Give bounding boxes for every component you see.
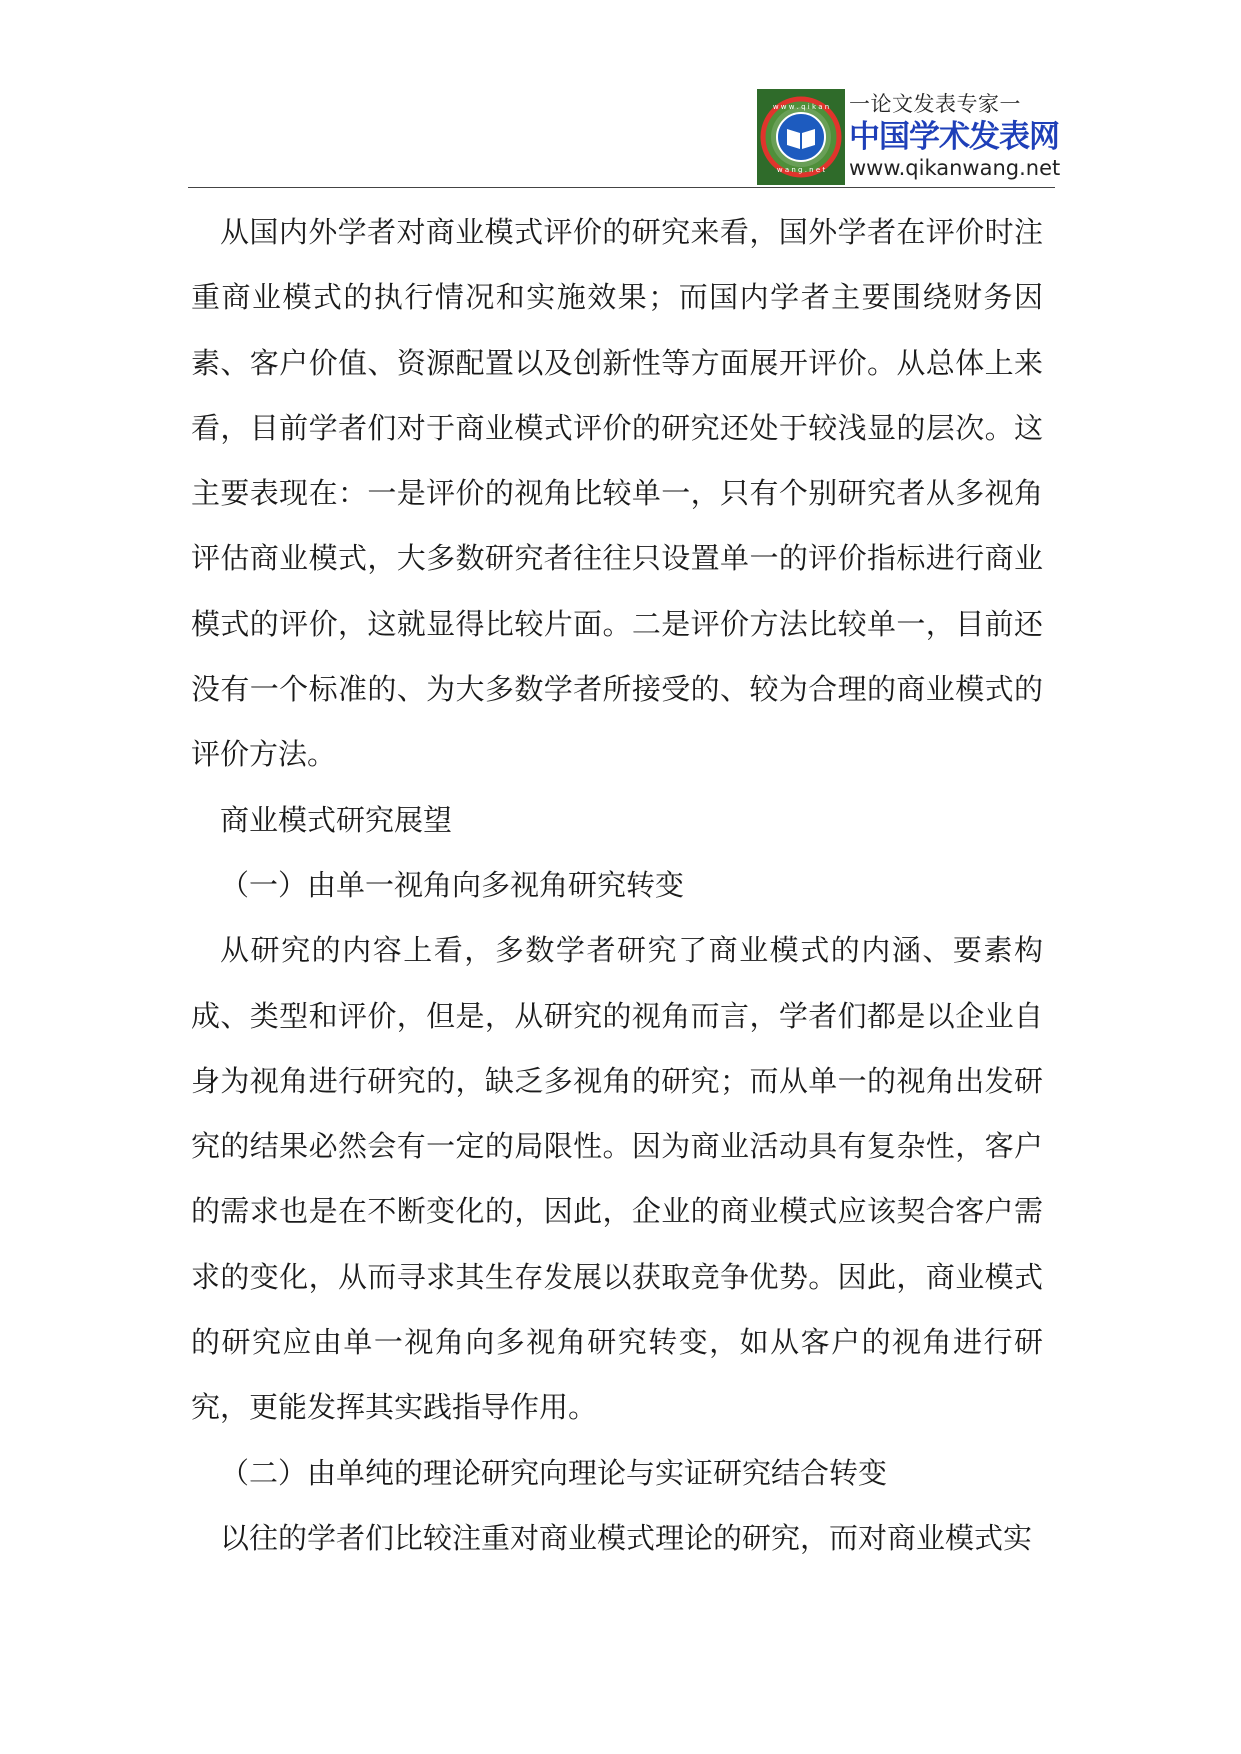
document-body: [191, 200, 1043, 1571]
emblem-icon: [757, 89, 845, 185]
paragraph-evaluation-summary: 从国内外学者对商业模式评价的研究来看，国外学者在评价时注重商业模式的执行情况和实施效果；而国内学者主要围绕财务因素、客户价值、资源配置以及创新性等方面展开评价。从总体上来看，目前学者们对于商业模式评价的研究还处于较浅显的层次。这主要表现在：一是评价的视角比较单一，只有个别研究者从多视角评估商业模式，大多数研究者往往只设置单一的评价指标进行商业模式的评价，这就显得比较片面。二是评价方法比较单一，目前还没有一个标准的、为大多数学者所接受的、较为合理的商业模式的评价方法。: [191, 215, 1043, 772]
subsection-title-2: （二）由单纯的理论研究向理论与实证研究结合转变: [220, 1455, 888, 1490]
svg-text:w a n g . n e t: w a n g . n e t: [776, 166, 826, 174]
logo-title: 中国学术发表网: [849, 119, 1059, 155]
subsection-title-1: （一）由单一视角向多视角研究转变: [220, 867, 685, 902]
paragraph-multi-perspective: 从研究的内容上看，多数学者研究了商业模式的内涵、要素构成、类型和评价，但是，从研究的视角而言，学者们都是以企业自身为视角进行研究的，缺乏多视角的研究；而从单一的视角出发研究的结果必然会有一定的局限性。因为商业活动具有复杂性，客户的需求也是在不断变化的，因此，企业的商业模式应该契合客户需求的变化，从而寻求其生存发展以获取竞争优势。因此，商业模式的研究应由单一视角向多视角研究转变，如从客户的视角进行研究，更能发挥其实践指导作用。: [191, 933, 1043, 1425]
paragraph-theory-empirical: 以往的学者们比较注重对商业模式理论的研究，而对商业模式实: [220, 1520, 1033, 1555]
section-heading-outlook: 商业模式研究展望: [220, 802, 453, 837]
svg-text:w w w . q i k a n: w w w . q i k a n: [772, 103, 830, 111]
site-logo[interactable]: [757, 89, 1061, 185]
logo-slogan: 一论文发表专家一: [849, 92, 1021, 116]
logo-url[interactable]: www.qikanwang.net: [849, 156, 1061, 180]
header-divider: [188, 187, 1055, 188]
logo-text-area: [845, 89, 1061, 185]
